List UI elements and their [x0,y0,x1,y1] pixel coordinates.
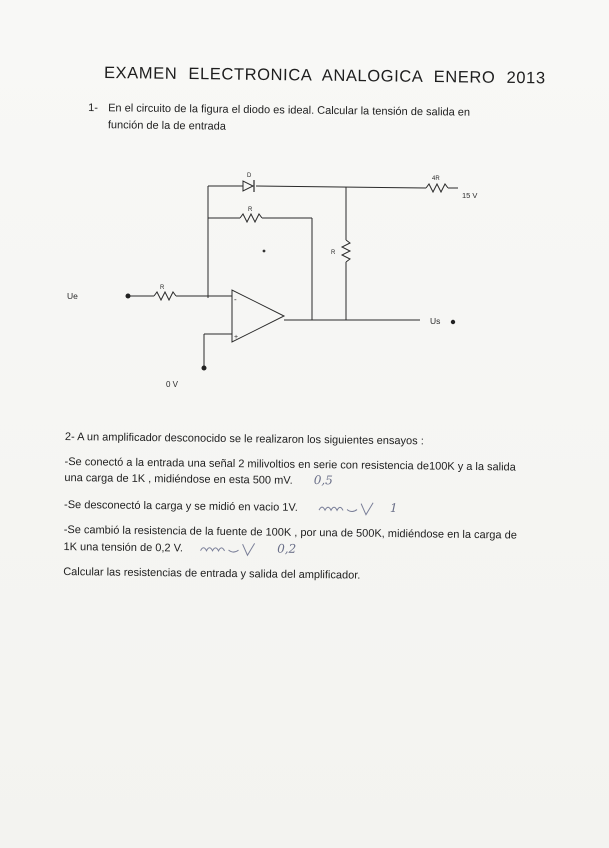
paragraph-3-text: -Se cambió la resistencia de la fuente de 100K , por una de 500K, midiéndose en la carga de 1K una tensión de 0,2 V. [63,523,517,554]
question-2-paragraph-3 [63,523,523,561]
paragraph-1-text: -Se conectó a la entrada una señal 2 milivoltios en serie con resistencia de100K y a la salida una carga de 1K , midiéndose en esta 500 mV. [64,455,516,487]
paragraph-2-text: -Se desconectó la carga y se midió en vacio 1V. [63,498,298,514]
handwritten-note-2: 1 [389,500,398,515]
right-resistor-label: R [331,250,336,256]
input-voltage-label: Ue [67,291,78,301]
ground-terminal [202,366,207,371]
output-terminal [451,320,455,324]
opamp-minus-sign: - [234,295,237,304]
handwritten-note-3: 0,2 [277,541,297,556]
input-resistor-label: R [160,285,165,291]
resistor-4r-label: 4R [432,176,440,182]
circuit-diagram [0,160,609,400]
handwritten-scribble-2 [198,540,260,557]
output-voltage-label: Us [430,316,441,326]
diode-symbol [243,180,254,192]
handwritten-note-1: 0,5 [313,473,333,488]
handwritten-scribble-1 [317,500,379,517]
question-1-text: En el circuito de la figura el diodo es ideal. Calcular la tensión de salida en función de la de entrada [107,102,471,133]
question-2 [63,430,525,596]
question-1-number: 1- [88,102,98,115]
question-2-paragraph-1 [64,455,524,493]
ground-label: 0 V [166,380,179,389]
question-1 [88,100,488,139]
input-terminal [126,294,131,299]
question-2-final-instruction: Calcular las resistencias de entrada y salida del amplificador. [63,565,361,582]
feedback-resistor-label: R [248,207,253,213]
question-2-paragraph-2 [64,497,524,519]
supply-voltage-label: 15 V [462,191,478,200]
exam-title: EXAMEN ELECTRONICA ANALOGICA ENERO 2013 [103,64,546,88]
question-2-heading: 2- A un amplificador desconocido se le realizaron los siguientes ensayos : [64,431,424,448]
diode-label: D [247,173,252,179]
opamp-plus-sign: + [234,334,239,341]
stray-dot [263,250,266,253]
